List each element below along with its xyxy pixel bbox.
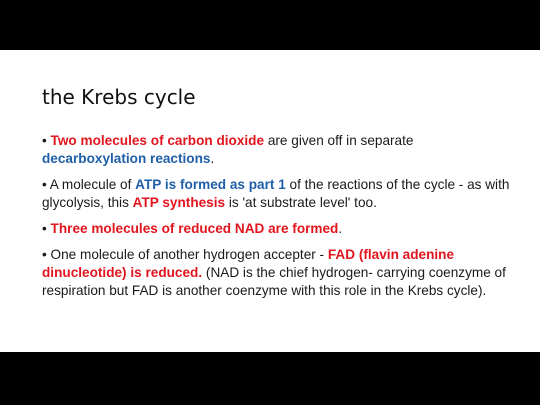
- bullet-3: [42, 220, 512, 238]
- bullet-2-seg-1: ATP is formed as part 1: [135, 177, 286, 192]
- bullet-3-seg-1: Three molecules of reduced NAD are formed: [50, 221, 339, 236]
- bullet-1-seg-1: Two molecules of carbon dioxide: [50, 133, 265, 148]
- bullet-4-seg-1: FAD (flavin adenine dinucleotide) is reduced.: [42, 247, 455, 280]
- slide-body: [42, 132, 512, 308]
- bullet-4-seg-2: (NAD is the chief hydrogen- carrying coenzyme of respiration but FAD is another coenzyme with this role in the Krebs cycle).: [42, 265, 506, 298]
- bullet-1-seg-2: are given off in separate: [264, 133, 414, 148]
- bullet-2-seg-4: is 'at substrate level' too.: [225, 195, 377, 210]
- bullet-4-seg-0: • One molecule of another hydrogen accepter -: [42, 247, 328, 262]
- bullet-1-seg-0: •: [42, 133, 51, 148]
- bullet-3-seg-2: .: [338, 221, 343, 236]
- bullet-4: [42, 246, 512, 300]
- bullet-1-seg-3: decarboxylation reactions: [42, 151, 211, 166]
- bullet-2-seg-0: • A molecule of: [42, 177, 136, 192]
- bullet-1-seg-4: .: [210, 151, 215, 166]
- slide: [0, 50, 540, 352]
- bullet-2: [42, 176, 512, 212]
- bullet-2-seg-3: ATP synthesis: [132, 195, 226, 210]
- bullet-3-seg-0: •: [42, 221, 51, 236]
- bullet-2-seg-2: of the reactions of the cycle - as with glycolysis, this: [42, 177, 510, 210]
- bullet-1: [42, 132, 512, 168]
- slide-title: the Krebs cycle: [42, 85, 196, 109]
